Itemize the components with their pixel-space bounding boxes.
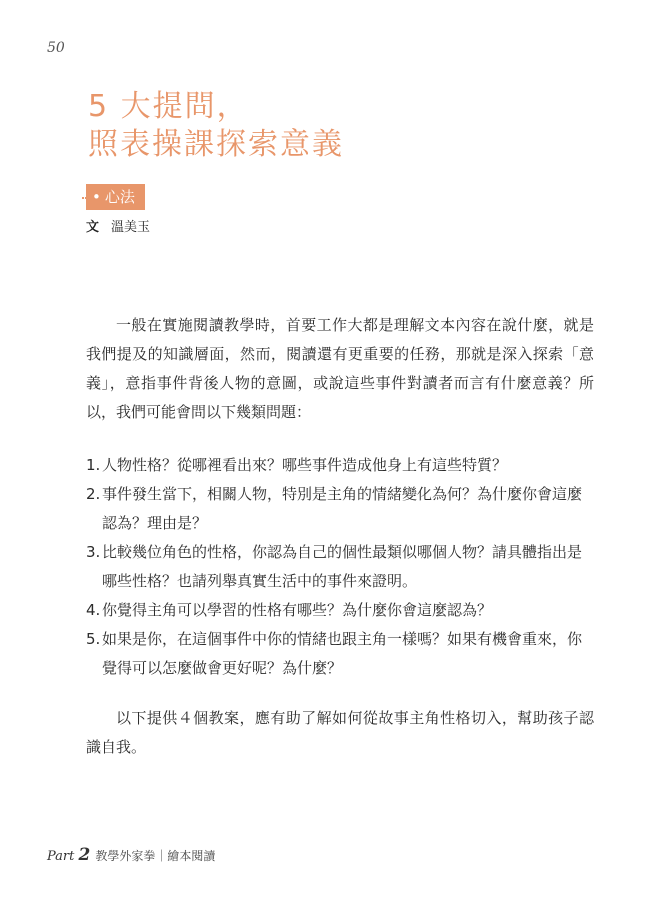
list-number: 1. — [86, 456, 101, 474]
part-word: Part — [47, 849, 75, 864]
category-label: 心法 — [104, 188, 135, 206]
list-text: 人物性格？從哪裡看出來？哪些事件造成他身上有這些特質？ — [102, 456, 508, 474]
title-line-2: 照表操課探索意義 — [88, 127, 344, 162]
list-text: 你覺得主角可以學習的性格有哪些？為什麼你會這麼認為？ — [102, 601, 493, 619]
bullet-icon: • — [92, 188, 101, 206]
part-label — [47, 845, 91, 865]
list-item — [86, 625, 594, 683]
question-list — [86, 451, 594, 683]
list-item — [86, 596, 594, 625]
title-line-1: 5 大提問， — [88, 89, 249, 124]
list-item — [86, 451, 594, 480]
list-number: 3. — [86, 543, 101, 561]
page-title — [88, 88, 344, 164]
closing-paragraph: 以下提供４個教案，應有助了解如何從故事主角性格切入，幫助孩子認識自我。 — [86, 709, 594, 756]
intro-paragraph: 一般在實施閱讀教學時，首要工作大都是理解文本內容在說什麼，就是我們提及的知識層面，然而，閱讀還有更重要的任務，那就是深入探索「意義」，意指事件背後人物的意圖，或說這些事件對讀者而言有什麼意義？所以，我們可能會問以下幾類問題： — [86, 316, 594, 421]
part-number: 2 — [78, 845, 91, 865]
list-text: 事件發生當下，相關人物，特別是主角的情緒變化為何？為什麼你會這麼認為？理由是？ — [102, 485, 583, 532]
category-tag — [86, 184, 145, 210]
author-name: 溫美玉 — [111, 220, 151, 235]
byline-prefix: 文 — [86, 220, 100, 235]
list-number: 4. — [86, 601, 101, 619]
section-title: 教學外家拳｜繪本閱讀 — [95, 849, 216, 863]
list-item — [86, 480, 594, 538]
byline — [86, 216, 150, 235]
page-number: 50 — [47, 40, 65, 56]
running-footer — [47, 845, 215, 865]
list-number: 2. — [86, 485, 101, 503]
list-text: 比較幾位角色的性格，你認為自己的個性最類似哪個人物？請具體指出是哪些性格？也請列舉真實生活中的事件來證明。 — [102, 543, 583, 590]
list-item — [86, 538, 594, 596]
list-number: 5. — [86, 630, 101, 648]
list-text: 如果是你，在這個事件中你的情緒也跟主角一樣嗎？如果有機會重來，你覺得可以怎麼做會更好呢？為什麼？ — [102, 630, 583, 677]
